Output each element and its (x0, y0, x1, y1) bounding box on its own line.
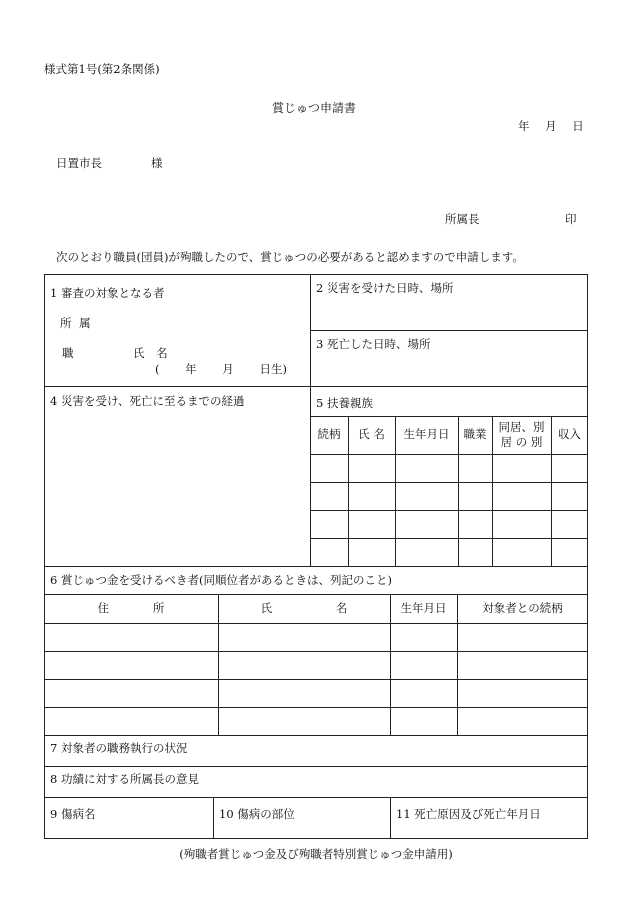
ben-header-address: 住 所 (97, 601, 165, 615)
dep-header-cohabitation: 同居、別 居 の 別 (498, 420, 545, 449)
ben-header-birthdate: 生年月日 (400, 601, 447, 615)
addressee-suffix: 様 (151, 156, 163, 170)
ben-header-relation: 対象者との続柄 (482, 601, 563, 615)
section-4-label: 4 災害を受け、死亡に至るまでの経過 (50, 394, 245, 408)
dep-header-occupation: 職業 (463, 427, 487, 441)
section-9-label: 9 傷病名 (50, 807, 96, 821)
addressee: 日置市長 (56, 156, 102, 170)
form-number: 様式第1号(第2条関係) (44, 62, 160, 76)
section-2-label: 2 災害を受けた日時、場所 (316, 281, 454, 295)
section-11-label: 11 死亡原因及び死亡年月日 (396, 807, 541, 821)
section-8-label: 8 功績に対する所属長の意見 (50, 772, 199, 786)
section-1-label: 1 審査の対象となる者 (50, 286, 165, 300)
footer-note: (殉職者賞じゅつ金及び殉職者特別賞じゅつ金申請用) (179, 847, 453, 861)
dep-header-birthdate: 生年月日 (403, 427, 450, 441)
affiliation-label: 所 属 (60, 316, 93, 330)
section-7-label: 7 対象者の職務執行の状況 (50, 741, 188, 755)
section-3-label: 3 死亡した日時、場所 (316, 337, 431, 351)
ben-header-name: 氏 名 (260, 601, 348, 615)
form-title: 賞じゅつ申請書 (272, 101, 357, 115)
section-6-label: 6 賞じゅつ金を受けるべき者(同順位者があるときは、列記のこと) (50, 573, 392, 587)
dep-header-name: 氏 名 (358, 427, 385, 441)
dep-header-relation: 続柄 (317, 427, 341, 441)
applicant-label: 所属長 (445, 212, 480, 226)
section-10-label: 10 傷病の部位 (219, 807, 295, 821)
name-label: 氏 名 (133, 346, 168, 360)
dep-header-income: 収入 (558, 427, 581, 441)
post-label: 職 (62, 346, 74, 360)
seal-mark: 印 (565, 212, 577, 226)
date-line: 年 月 日 (518, 119, 584, 133)
intro-text: 次のとおり職員(団員)が殉職したので、賞じゅつの必要があると認めますので申請します。 (56, 250, 524, 264)
section-5-label: 5 扶養親族 (316, 396, 373, 410)
birth-label: ( 年 月 日生) (155, 362, 287, 376)
